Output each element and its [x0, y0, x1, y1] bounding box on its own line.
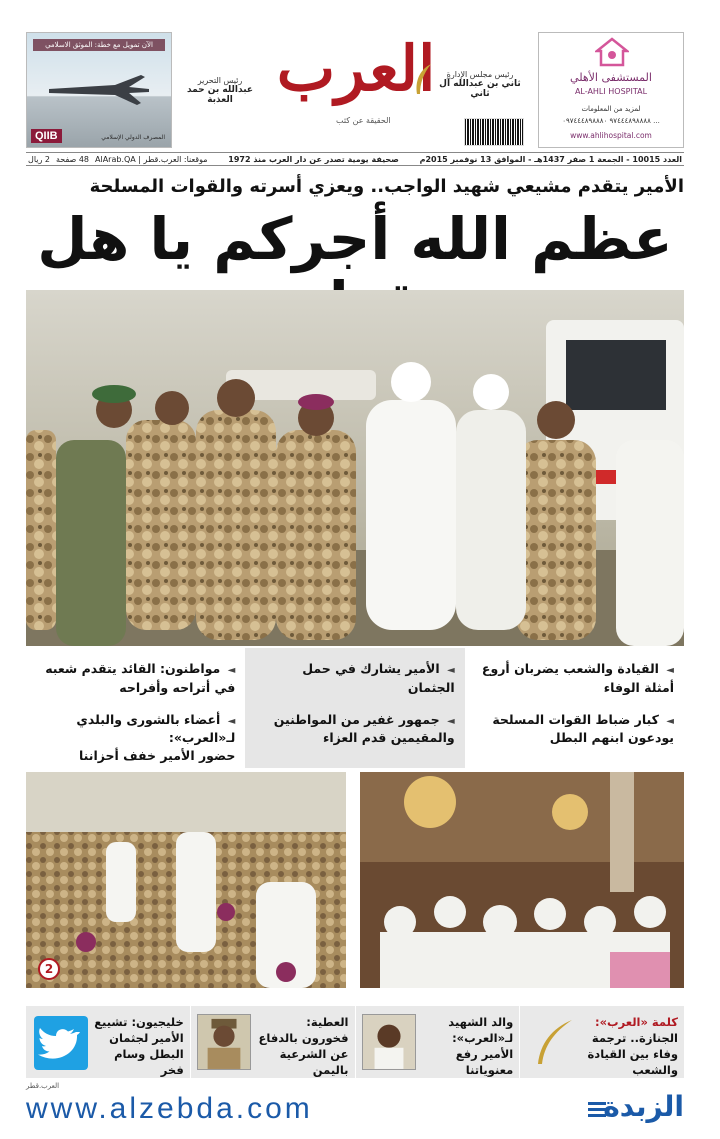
story-card-text [94, 1014, 184, 1078]
editor-in-chief [180, 76, 260, 105]
teaser-text: القيادة والشعب يضربان أروع أمثلة الوفاء [481, 661, 674, 695]
story-card-attiyah[interactable] [190, 1006, 355, 1078]
page-count: 48 صفحة [55, 154, 90, 164]
triangle-bullet-icon: ◄ [227, 715, 236, 727]
barcode [464, 118, 524, 146]
story-card-father[interactable] [355, 1006, 520, 1078]
story-body: لـ«العرب»: الأمير رفع معنوياتنا [452, 1031, 514, 1078]
site-link[interactable]: موقعنا: العرب.قطر | AlArab.QA [95, 154, 208, 164]
newspaper-logo-area [176, 32, 534, 148]
teaser-text: جمهور غفير من المواطنين والمقيمين قدم العزاء [273, 711, 455, 746]
teaser-column-right [465, 648, 684, 768]
story-title: خليجيون: تشييع [94, 1015, 184, 1029]
footer-small-brand: العرب.قطر [26, 1082, 60, 1090]
mourners-image [26, 772, 346, 988]
teaser-text: الأمير يشارك في حمل الجثمان [302, 661, 455, 695]
ad-headline: الآن تمويل مع خطة: الموثق الاسلامي [33, 39, 165, 51]
story-card-text [257, 1014, 349, 1078]
lead-kicker: الأمير يتقدم مشيعي شهيد الواجب.. ويعزي أسرته والقوات المسلحة [89, 176, 684, 197]
story-title: والد الشهيد [448, 1015, 514, 1029]
issue-number: العدد 10015 - الجمعة 1 صفر 1437هـ - الموافق 13 نوفمبر 2015م [419, 154, 682, 164]
teaser-row [26, 648, 684, 768]
hospital-website[interactable]: www.ahlihospital.com [570, 131, 652, 140]
bottom-story-strip [26, 1006, 684, 1078]
story-card-editorial[interactable] [519, 1006, 684, 1078]
teaser-item[interactable] [255, 660, 454, 697]
footer [26, 1082, 684, 1130]
newspaper-logo: العرب [276, 32, 436, 105]
story-body: الجنازة.. ترجمة وفاء بين القيادة والشعب [587, 1031, 678, 1078]
story-card-text [422, 1014, 514, 1078]
teaser-column-left [26, 648, 245, 768]
al-ahli-hospital-advertisement[interactable] [538, 32, 684, 148]
story-body: بالدفاع عن الشرعية باليمن [258, 1031, 349, 1078]
footer-website-link[interactable]: www.alzebda.com [26, 1092, 313, 1125]
price: 2 ريال [28, 154, 50, 164]
hospital-logo-icon [595, 37, 629, 67]
info-left [28, 155, 208, 164]
teaser-text: أعضاء بالشورى والبلدي لـ«العرب»: [76, 711, 236, 746]
teaser-column-middle [245, 648, 464, 768]
main-funeral-photo[interactable] [26, 290, 684, 646]
teaser-item[interactable] [36, 711, 235, 766]
teaser-text-continued: حضور الأمير خفف أحزاننا [78, 748, 236, 764]
story-body: الأمير لجثمان البطل وسام فخر [109, 1031, 184, 1078]
hospital-phones: ٩٧٤٤٤٨٩٨٨٨٨ ٠٩٧٤٤٤٨٩٨٨٨٠ ... [562, 117, 660, 125]
condolence-hall-image [360, 772, 684, 988]
hospital-name-en: AL-AHLI HOSPITAL [574, 87, 648, 96]
airplane-icon [45, 67, 153, 107]
teaser-item[interactable] [475, 711, 674, 748]
masthead [26, 32, 684, 152]
teaser-item[interactable] [36, 660, 235, 697]
story-title: كلمة «العرب»: [595, 1015, 678, 1029]
triangle-bullet-icon: ◄ [666, 715, 674, 727]
qiib-logo: QIIB [31, 129, 62, 143]
board-chairman [432, 70, 528, 99]
teaser-item[interactable] [255, 711, 454, 748]
condolence-hall-photo[interactable] [360, 772, 684, 988]
editor-name: عبدالله بن حمد العذبة [186, 85, 254, 105]
teaser-text: كبار ضباط القوات المسلحة يودعون ابنهم البطل [492, 711, 674, 746]
feather-pen-icon [526, 1014, 580, 1070]
qiib-advertisement[interactable] [26, 32, 172, 148]
zebda-logo: الزبدة [603, 1090, 684, 1123]
portrait-thumbnail [362, 1014, 416, 1070]
issue-info-bar [26, 152, 684, 166]
logo-tagline: الحقيقة عن كثب [336, 116, 391, 125]
story-card-text [586, 1014, 678, 1078]
chairman-role: رئيس مجلس الإدارة [446, 70, 514, 79]
story-card-gulf[interactable] [26, 1006, 190, 1078]
chairman-name: ثاني بن عبدالله آل ثاني [439, 79, 521, 99]
mourners-photo[interactable] [26, 772, 346, 988]
lead-headline[interactable]: عظم الله أجركم يا هل [37, 205, 673, 273]
teaser-item[interactable] [475, 660, 674, 697]
hospital-info-label: لمزيد من المعلومات [581, 105, 641, 113]
photo-number-badge: 2 [38, 958, 60, 980]
story-title: العطية: فخورون [301, 1015, 349, 1046]
triangle-bullet-icon: ◄ [666, 665, 674, 676]
funeral-scene-image [26, 290, 684, 646]
qiib-subtitle: المصرف الدولي الإسلامي [101, 134, 165, 141]
masthead-subline: صحيفة يومية تصدر عن دار العرب منذ 1972 [228, 154, 399, 164]
editor-role: رئيس التحرير [197, 76, 243, 85]
triangle-bullet-icon: ◄ [227, 665, 236, 676]
triangle-bullet-icon: ◄ [446, 715, 455, 727]
triangle-bullet-icon: ◄ [446, 665, 455, 676]
hospital-name-ar: المستشفى الأهلي [570, 71, 652, 84]
portrait-thumbnail [197, 1014, 251, 1070]
teaser-text: مواطنون: القائد يتقدم شعبه في أتراحه وأفراحه [45, 661, 236, 695]
twitter-icon [34, 1016, 88, 1070]
